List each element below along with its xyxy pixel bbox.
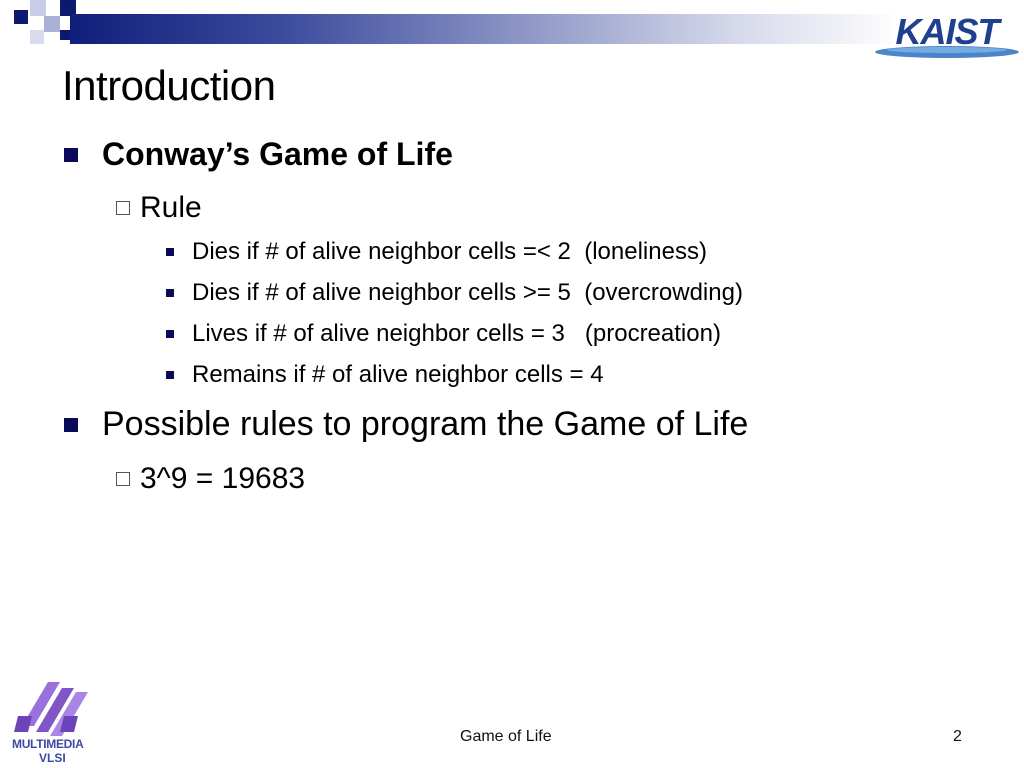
deco-square <box>30 30 44 44</box>
square-bullet-icon <box>64 148 78 162</box>
logo-text-multimedia: MULTIMEDIA <box>12 737 84 751</box>
footer-title: Game of Life <box>460 728 552 745</box>
bullet-possible-rules <box>64 405 748 444</box>
rule-item-loneliness <box>166 238 707 266</box>
hollow-square-bullet-icon <box>116 201 130 215</box>
rule-text: Dies if # of alive neighbor cells >= 5 (overcrowding) <box>192 279 743 306</box>
deco-square <box>30 0 46 16</box>
deco-square <box>60 30 70 40</box>
slide-title: Introduction <box>62 62 276 109</box>
bullet-text: Conway’s Game of Life <box>102 136 453 172</box>
hollow-square-bullet-icon <box>116 472 130 486</box>
subbullet-rule <box>116 191 202 225</box>
square-bullet-icon <box>64 418 78 432</box>
small-square-bullet-icon <box>166 330 174 338</box>
subbullet-text: Rule <box>140 191 202 224</box>
deco-square <box>14 10 28 24</box>
rule-item-overcrowding <box>166 279 743 307</box>
rule-text: Lives if # of alive neighbor cells = 3 (procreation) <box>192 320 721 347</box>
rule-text: Remains if # of alive neighbor cells = 4 <box>192 361 604 388</box>
bullet-text: Possible rules to program the Game of Life <box>102 405 749 443</box>
kaist-logo <box>872 4 1022 64</box>
kaist-logo-text: KAIST <box>895 11 999 52</box>
page-number: 2 <box>953 728 962 745</box>
small-square-bullet-icon <box>166 248 174 256</box>
rule-text: Dies if # of alive neighbor cells =< 2 (loneliness) <box>192 238 707 265</box>
header-gradient-bar <box>70 14 900 44</box>
rule-item-remains <box>166 361 604 389</box>
rule-item-procreation <box>166 320 721 348</box>
small-square-bullet-icon <box>166 371 174 379</box>
logo-text-vlsi: VLSI <box>39 751 66 765</box>
deco-square <box>44 16 60 32</box>
bullet-conway <box>64 136 453 173</box>
subbullet-count <box>116 462 305 496</box>
subbullet-text: 3^9 = 19683 <box>140 462 306 495</box>
small-square-bullet-icon <box>166 289 174 297</box>
